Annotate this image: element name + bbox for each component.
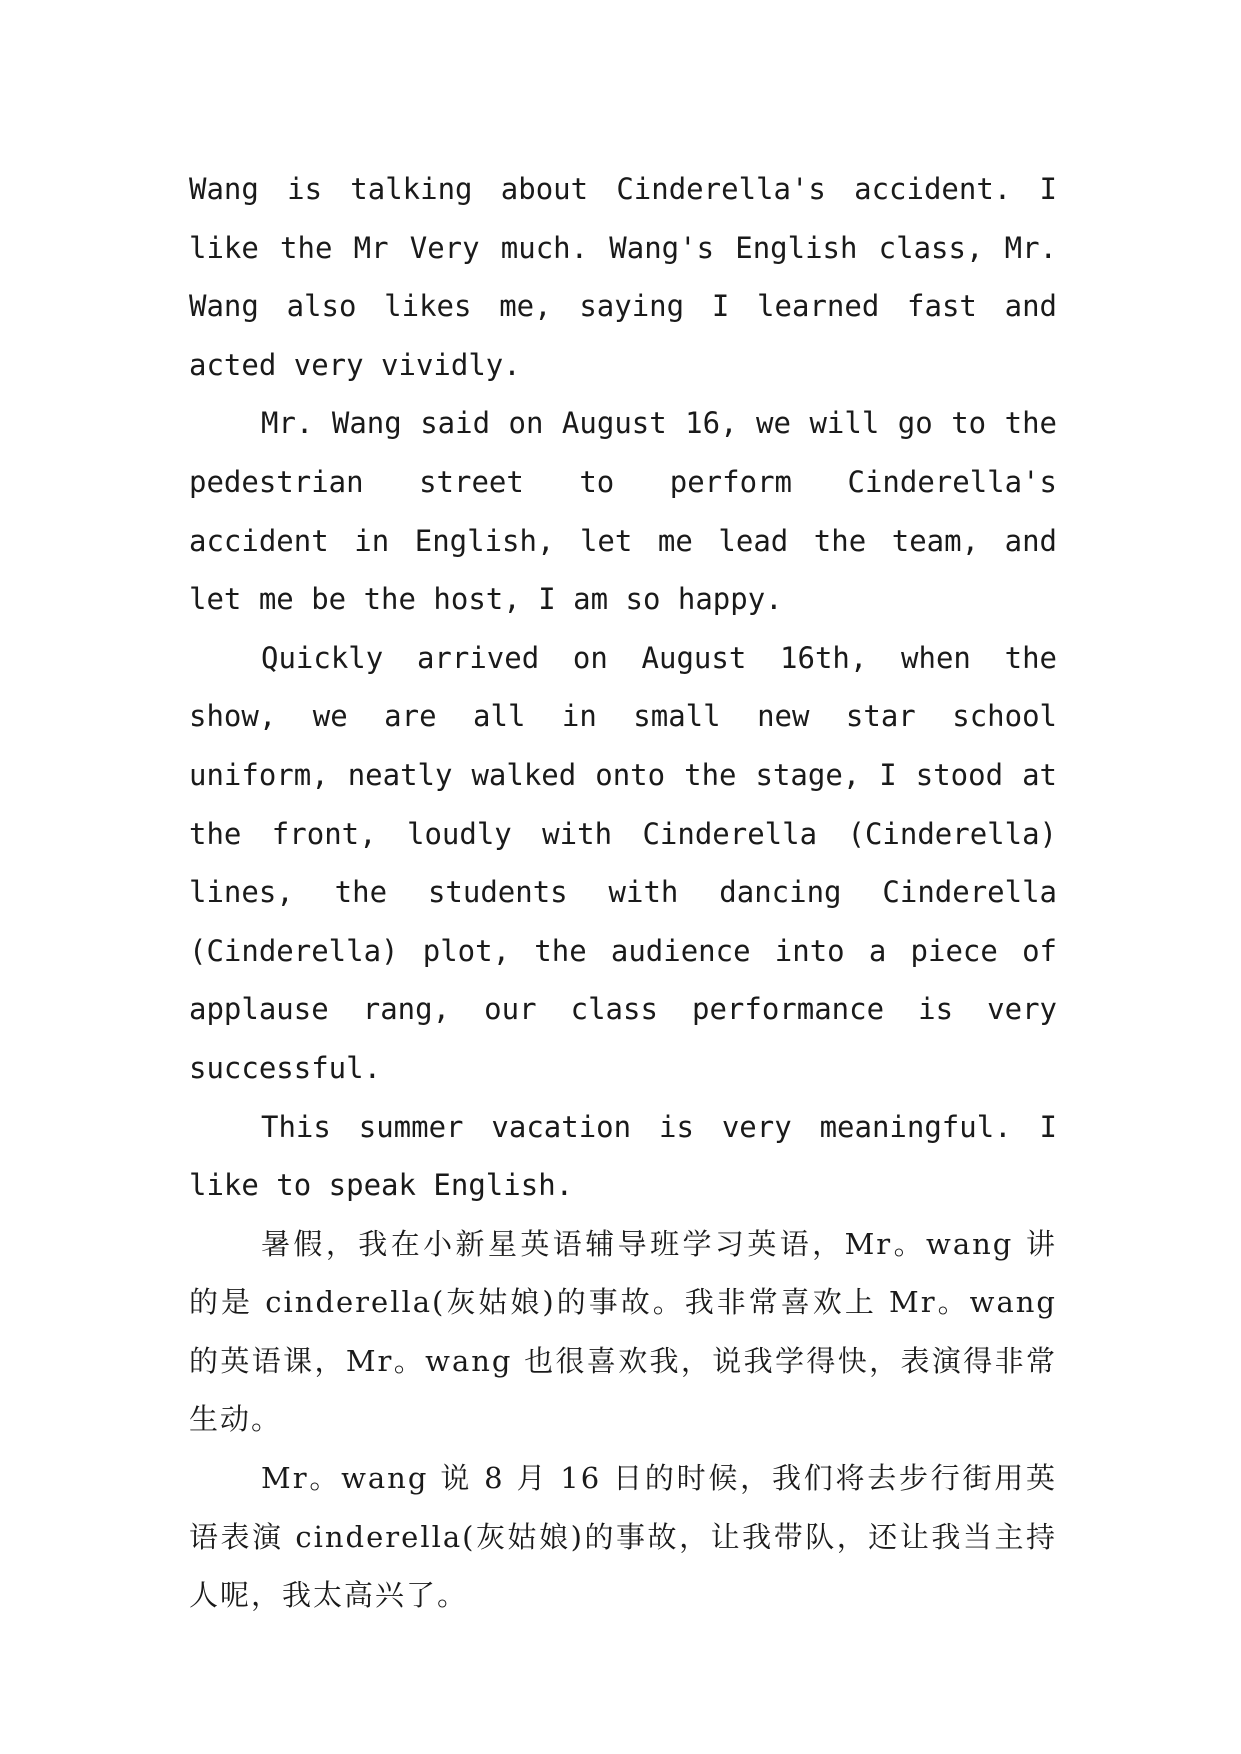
paragraph-4: This summer vacation is very meaningful. I like to speak English. <box>189 1109 1057 1203</box>
paragraph-6-chinese: Mr。wang 说 8 月 16 日的时候，我们将去步行街用英语表演 cinderella(灰姑娘)的事故，让我带队，还让我当主持人呢，我太高兴了。 <box>189 1461 1057 1613</box>
paragraph-2: Mr. Wang said on August 16, we will go to the pedestrian street to perform Cinderella's accident in English, let me lead the team, and let me be the host, I am so happy. <box>189 406 1057 617</box>
paragraph-1: Wang is talking about Cinderella's accident. I like the Mr Very much. Wang's English class, Mr. Wang also likes me, saying I learned fast and acted very vividly. <box>189 172 1057 382</box>
document-body <box>189 160 1057 1625</box>
paragraph-3: Quickly arrived on August 16th, when the show, we are all in small new star school uniform, neatly walked onto the stage, I stood at the front, loudly with Cinderella (Cinderella) lines, the students with dancing Cinderella (Cinderella) plot, the audience into a piece of applause rang, our class performance is very successful. <box>189 640 1057 1085</box>
paragraph-5-chinese: 暑假，我在小新星英语辅导班学习英语，Mr。wang 讲的是 cinderella(灰姑娘)的事故。我非常喜欢上 Mr。wang 的英语课，Mr。wang 也很喜欢我，说我学得快，表演得非常生动。 <box>189 1226 1057 1437</box>
